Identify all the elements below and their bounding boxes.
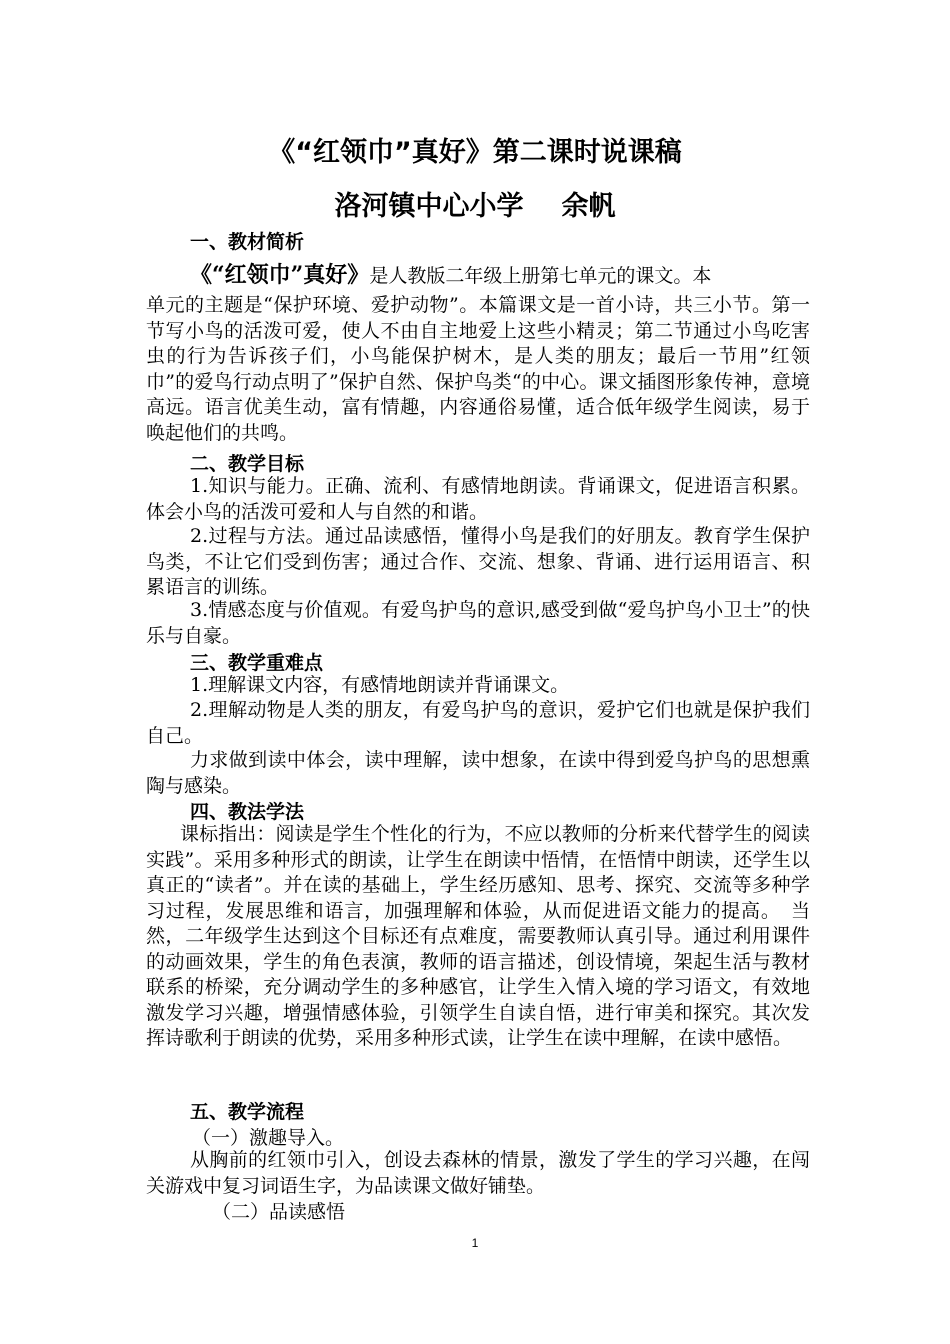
objective-1: 1.知识与能力。正确、流利、有感情地朗读。背诵课文，促进语言积累。体会小鸟的活泼可爱和人与自然的和谐。	[146, 475, 810, 523]
lesson-title-inline: 《“红领巾”真好》	[190, 262, 370, 288]
section1-paragraph: 单元的主题是“保护环境、爱护动物”。本篇课文是一首小诗，共三小节。第一节写小鸟的活泼可爱，使人不由自主地爱上这些小精灵；第二节通过小鸟吃害虫的行为告诉孩子们，小鸟能保护树木，是人类的朋友；最后一节用”红领巾”的爱鸟行动点明了”保护自然、保护鸟类“的中心。课文插图形象传神，意境高远。语言优美生动，富有情趣，内容通俗易懂，适合低年级学生阅读，易于唤起他们的共鸣。	[146, 294, 810, 444]
section1-lead-rest: 是人教版二年级上册第七单元的课文。本	[369, 265, 712, 287]
key-point-note: 力求做到读中体会，读中理解，读中想象，在读中得到爱鸟护鸟的思想熏陶与感染。	[146, 749, 810, 797]
section1-lead	[190, 258, 711, 289]
process-step-1-text: 从胸前的红领巾引入，创设去森林的情景，激发了学生的学习兴趣，在闯关游戏中复习词语生字，为品读课文做好铺垫。	[146, 1149, 810, 1197]
process-step-1-title: （一）激趣导入。	[192, 1127, 345, 1149]
objective-2: 2.过程与方法。通过品读感悟，懂得小鸟是我们的好朋友。教育学生保护鸟类，不让它们受到伤害；通过合作、交流、想象、背诵、进行运用语言、积累语言的训练。	[146, 525, 810, 598]
process-step-2-title: （二）品读感悟	[212, 1201, 346, 1223]
section-heading-5: 五、教学流程	[190, 1101, 305, 1123]
author-name: 余帆	[561, 191, 616, 222]
document-title: 《“红领巾”真好》第二课时说课稿	[268, 137, 682, 168]
section-heading-4: 四、教法学法	[190, 801, 305, 823]
section-heading-2: 二、教学目标	[190, 453, 305, 475]
author-school: 洛河镇中心小学	[334, 191, 524, 222]
section-heading-1: 一、教材简析	[190, 231, 305, 253]
objective-3: 3.情感态度与价值观。有爱鸟护鸟的意识,感受到做“爱鸟护鸟小卫士”的快乐与自豪。	[146, 599, 810, 647]
page-number: 1	[471, 1236, 479, 1250]
section-heading-3: 三、教学重难点	[190, 652, 324, 674]
key-point-2: 2.理解动物是人类的朋友，有爱鸟护鸟的意识，爱护它们也就是保护我们自己。	[146, 699, 810, 747]
key-point-1: 1.理解课文内容，有感情地朗读并背诵课文。	[190, 674, 570, 696]
method-paragraph: 课标指出：阅读是学生个性化的行为，不应以教师的分析来代替学生的阅读实践”。采用多种形式的朗读，让学生在朗读中悟情，在悟情中朗读，还学生以真正的“读者”。并在读的基础上，学生经历感知、思考、探究、交流等多种学习过程，发展思维和语言，加强理解和体验，从而促进语文能力的提高。 当然，二年级学生达到这个目标还有点难度，需要教师认真引导。通过利用课件的动画效果，学生的角色表演，教师的语言描述，创设情境，架起生活与教材联系的桥梁，充分调动学生的多种感官，让学生入情入境的学习语文，有效地激发学习兴趣，增强情感体验，引领学生自读自悟，进行审美和探究。其次发挥诗歌利于朗读的优势，采用多种形式读，让学生在读中理解，在读中感悟。	[146, 823, 810, 1049]
author-line	[0, 184, 950, 223]
